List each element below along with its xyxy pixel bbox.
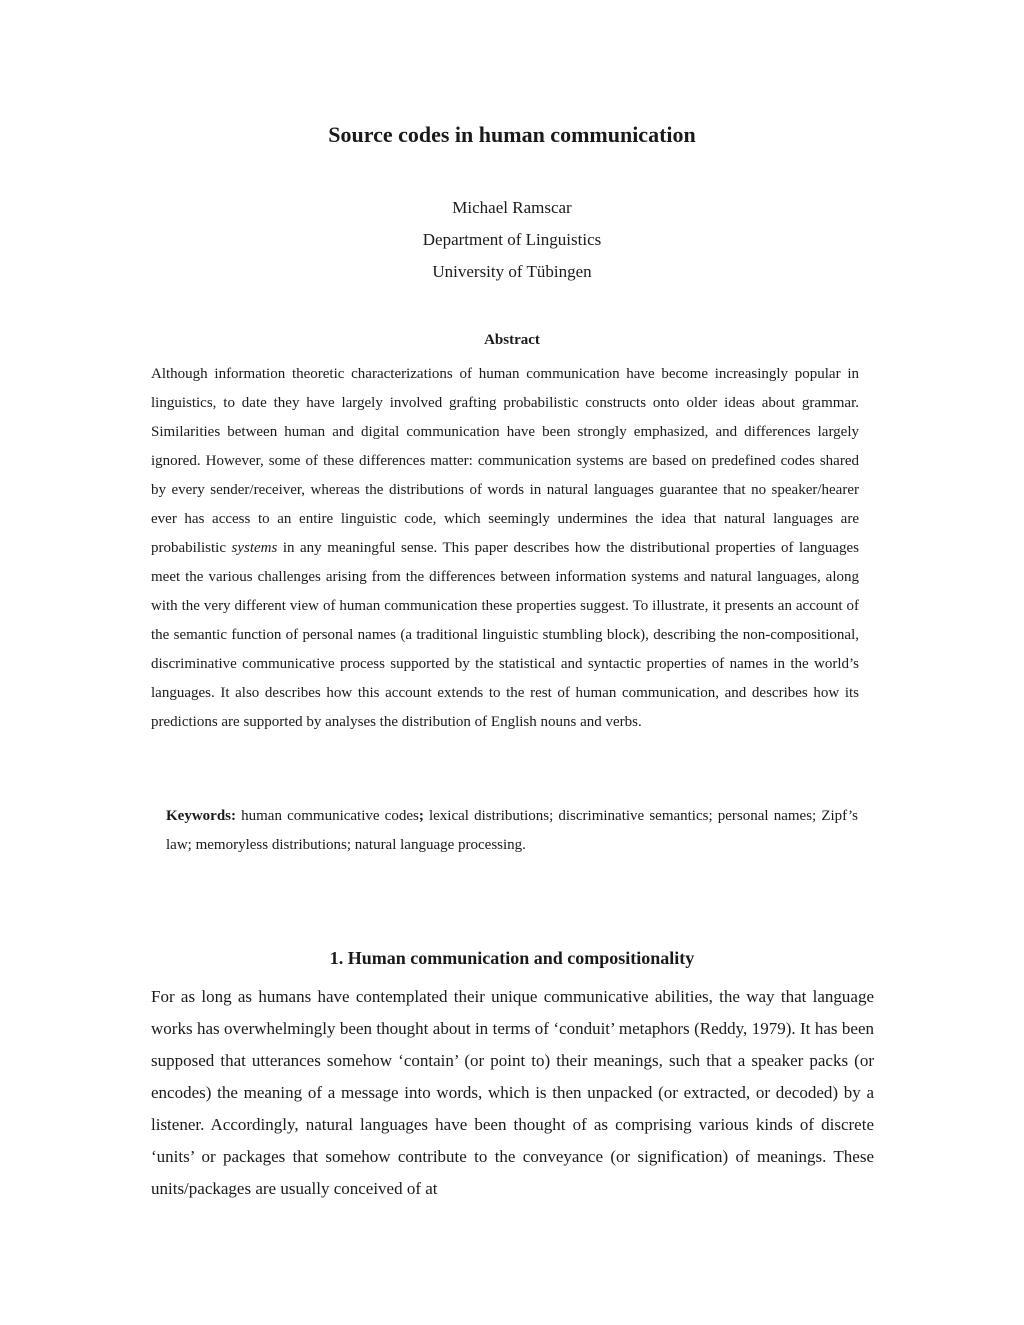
keywords-semicolon: ; [418,808,424,824]
keywords-rest: lexical distributions; discriminative semantics; personal names; Zipf’s law; memoryless distributions; natural language processing. [166,808,858,853]
abstract-italic-word: systems [231,540,278,556]
abstract-text-part1: Although information theoretic characterizations of human communication have become increasingly popular in linguistics, to date they have largely involved grafting probabilistic constructs onto older ideas about grammar. Similarities between human and digital communication have been strongly emphasized, and differences largely ignored. However, some of these differences matter: communication systems are based on predefined codes shared by every sender/receiver, whereas the distributions of words in natural languages guarantee that no speaker/hearer ever has access to an entire linguistic code, which seemingly undermines the idea that natural languages are probabilistic [151,366,859,556]
author-block [0,192,1024,288]
abstract-heading: Abstract [484,332,540,348]
keywords [166,802,858,860]
author-department: Department of Linguistics [422,230,602,249]
paper-title: Source codes in human communication [328,122,696,147]
abstract-text [151,360,859,737]
author-university: University of Tübingen [432,262,592,281]
keywords-label: Keywords: [166,808,236,824]
abstract-text-part2: in any meaningful sense. This paper describes how the distributional properties of languages meet the various challenges arising from the differences between information systems and natural languages, along with the very different view of human communication these properties suggest. To illustrate, it presents an account of the semantic function of personal names (a traditional linguistic stumbling block), describing the non-compositional, discriminative communicative process supported by the statistical and syntactic properties of names in the world’s languages. It also describes how this account extends to the rest of human communication, and describes how its predictions are supported by analyses the distribution of English nouns and verbs. [151,540,859,730]
keywords-first: human communicative codes [236,808,419,824]
section-heading: 1. Human communication and compositionality [329,948,695,968]
section-body-text: For as long as humans have contemplated their unique communicative abilities, the way that language works has overwhelmingly been thought about in terms of ‘conduit’ metaphors (Reddy, 1979). It has been supposed that utterances somehow ‘contain’ (or point to) their meanings, such that a speaker packs (or encodes) the meaning of a message into words, which is then unpacked (or extracted, or decoded) by a listener. Accordingly, natural languages have been thought of as comprising various kinds of discrete ‘units’ or packages that somehow contribute to the conveyance (or signification) of meanings. These units/packages are usually conceived of at [151,987,874,1198]
author-name: Michael Ramscar [452,198,572,217]
